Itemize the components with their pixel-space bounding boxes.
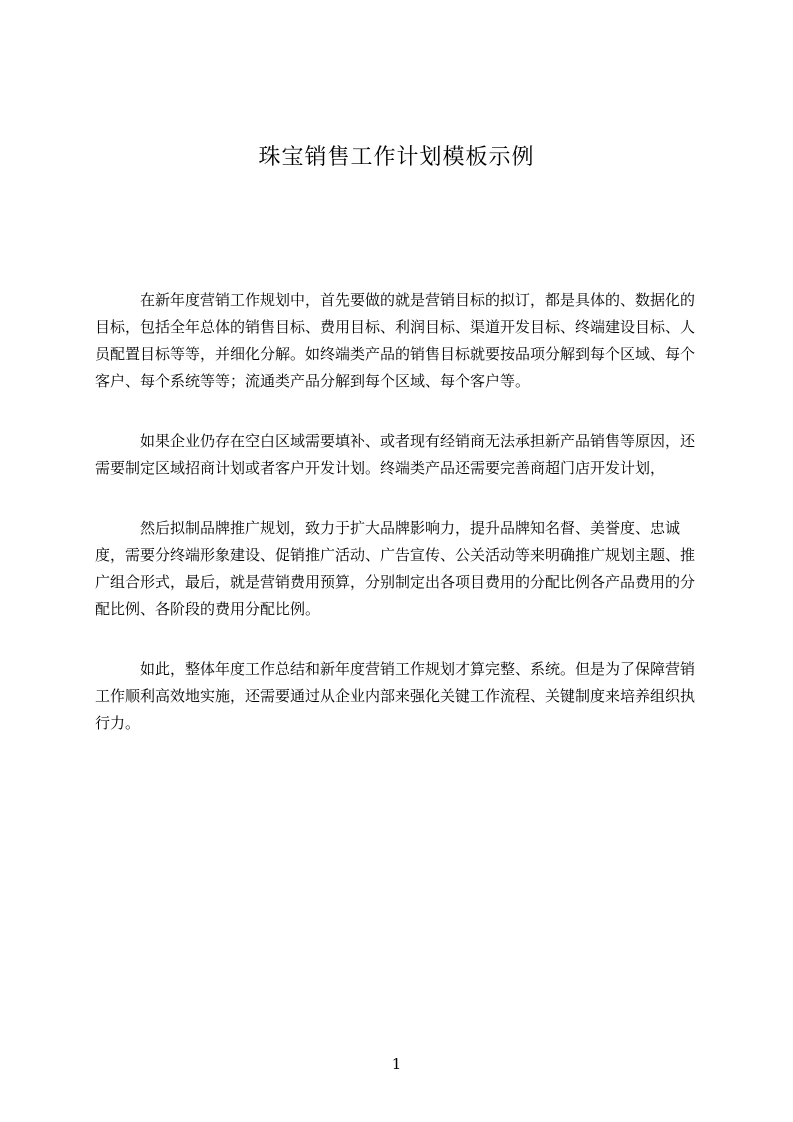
paragraph-2: 如果企业仍存在空白区域需要填补、或者现有经销商无法承担新产品销售等原因，还需要制定区域招商计划或者客户开发计划。终端类产品还需要完善商超门店开发计划，	[95, 432, 696, 477]
document-title: 珠宝销售工作计划模板示例	[258, 145, 535, 170]
paragraph-4: 如此，整体年度工作总结和新年度营销工作规划才算完整、系统。但是为了保障营销工作顺利高效地实施，还需要通过从企业内部来强化关键工作流程、关键制度来培养组织执行力。	[95, 660, 696, 732]
paragraph-1: 在新年度营销工作规划中，首先要做的就是营销目标的拟订，都是具体的、数据化的目标，包括全年总体的销售目标、费用目标、利润目标、渠道开发目标、终端建设目标、人员配置目标等等，并细化分解。如终端类产品的销售目标就要按品项分解到每个区域、每个客户、每个系统等等；流通类产品分解到每个区域、每个客户等。	[95, 291, 696, 390]
document-body	[95, 287, 707, 770]
page-number: 1	[391, 1055, 402, 1073]
paragraph-3: 然后拟制品牌推广规划，致力于扩大品牌影响力，提升品牌知名督、美誉度、忠诚度，需要分终端形象建设、促销推广活动、广告宣传、公关活动等来明确推广规划主题、推广组合形式，最后，就是营销费用预算，分别制定出各项目费用的分配比例各产品费用的分配比例、各阶段的费用分配比例。	[95, 519, 696, 618]
